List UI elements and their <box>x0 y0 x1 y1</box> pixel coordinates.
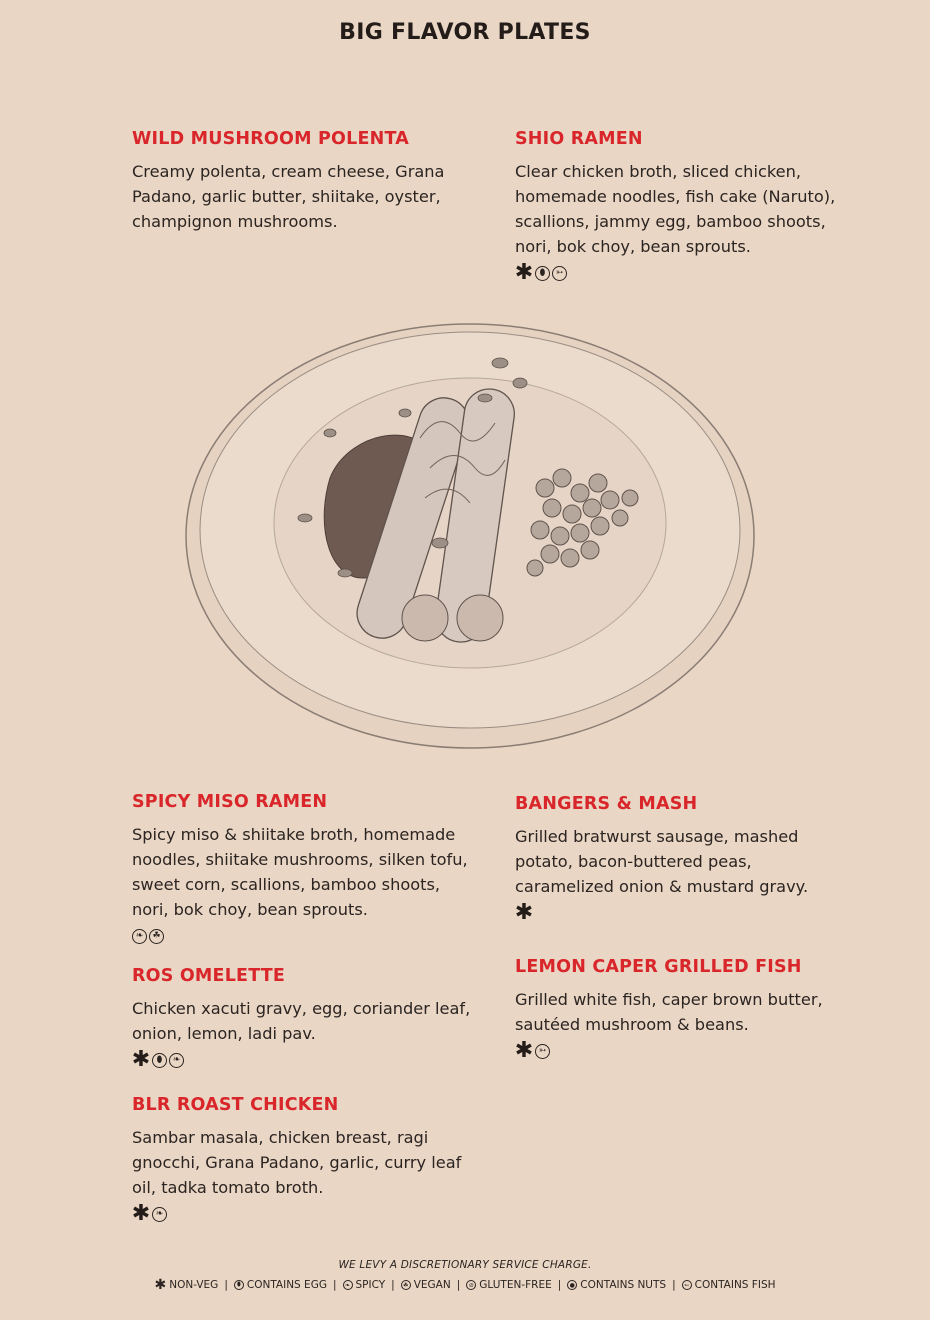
legend-label: NON-VEG <box>169 1279 219 1291</box>
diet-icons <box>514 1038 855 1063</box>
non-veg-icon: ✱ <box>131 1047 151 1072</box>
legend-label: CONTAINS NUTS <box>580 1279 667 1291</box>
spicy-icon: ❧ <box>152 1207 167 1222</box>
dish-blr-roast-chicken <box>132 1095 472 1224</box>
diet-icons <box>131 1047 472 1072</box>
legend-separator: | <box>557 1279 562 1291</box>
dish-name: BLR ROAST CHICKEN <box>132 1095 339 1115</box>
dish-description: Chicken xacuti gravy, egg, coriander leaf, onion, lemon, ladi pav. <box>132 999 471 1043</box>
diet-icons <box>514 900 855 925</box>
legend-item <box>466 1279 551 1291</box>
legend-label: CONTAINS FISH <box>694 1279 776 1291</box>
service-charge-note: WE LEVY A DISCRETIONARY SERVICE CHARGE. <box>338 1259 592 1271</box>
egg-icon: ⬮ <box>535 266 550 281</box>
non-veg-icon: ✱ <box>514 1038 534 1063</box>
non-veg-icon: ✱ <box>131 1201 151 1226</box>
dish-name: WILD MUSHROOM POLENTA <box>132 129 409 149</box>
dish-name: BANGERS & MASH <box>515 794 698 814</box>
diet-legend <box>0 1279 930 1291</box>
egg-icon: ⬮ <box>152 1053 167 1068</box>
non-veg-icon: ✱ <box>514 900 534 925</box>
dish-name: ROS OMELETTE <box>132 966 286 986</box>
legend-separator: | <box>391 1279 395 1291</box>
legend-label: GLUTEN-FREE <box>479 1279 552 1291</box>
diet-icons <box>131 1201 472 1226</box>
fish-icon: ➳ <box>682 1280 692 1290</box>
dish-description: Grilled white fish, caper brown butter, sautéed mushroom & beans. <box>515 990 823 1034</box>
dish-lemon-caper-grilled-fish <box>515 957 855 1061</box>
legend-item <box>154 1279 218 1291</box>
dish-shio-ramen <box>515 129 855 283</box>
fish-icon: ➳ <box>552 266 567 281</box>
dish-name: SPICY MISO RAMEN <box>132 792 328 812</box>
legend-item <box>401 1279 451 1291</box>
diet-icons <box>514 260 855 285</box>
nuts-icon: ● <box>567 1280 577 1290</box>
dish-description: Grilled bratwurst sausage, mashed potato, bacon-buttered peas, caramelized onion & mustard gravy. <box>515 827 809 896</box>
dish-spicy-miso-ramen <box>132 792 472 946</box>
spicy-icon: ❧ <box>132 929 147 944</box>
legend-item <box>234 1279 327 1291</box>
dish-ros-omelette <box>132 966 472 1070</box>
legend-label: CONTAINS EGG <box>246 1279 327 1291</box>
legend-item <box>682 1279 776 1291</box>
dish-description: Clear chicken broth, sliced chicken, homemade noodles, fish cake (Naruto), scallions, jammy egg, bamboo shoots, nori, bok choy, bean sprouts. <box>515 162 836 256</box>
dish-wild-mushroom-polenta <box>132 129 472 234</box>
legend-item <box>567 1279 666 1291</box>
legend-item <box>343 1279 386 1291</box>
dish-name: SHIO RAMEN <box>515 129 643 149</box>
dish-description: Sambar masala, chicken breast, ragi gnocchi, Grana Padano, garlic, curry leaf oil, tadka tomato broth. <box>132 1128 462 1197</box>
legend-separator: | <box>456 1279 461 1291</box>
legend-separator: | <box>224 1279 228 1291</box>
spicy-icon: ❧ <box>169 1053 184 1068</box>
plate-illustration <box>180 318 760 758</box>
fish-icon: ➳ <box>535 1044 550 1059</box>
dish-bangers-mash <box>515 794 855 923</box>
dish-description: Creamy polenta, cream cheese, Grana Padano, garlic butter, shiitake, oyster, champignon mushrooms. <box>132 162 445 231</box>
dish-description: Spicy miso & shiitake broth, homemade noodles, shiitake mushrooms, silken tofu, sweet corn, scallions, bamboo shoots, nori, bok choy, bean sprouts. <box>132 825 468 919</box>
legend-separator: | <box>672 1279 676 1291</box>
vegan-icon: ☘ <box>401 1280 411 1290</box>
dish-name: LEMON CAPER GRILLED FISH <box>515 957 802 977</box>
legend-separator: | <box>332 1279 337 1291</box>
non-veg-icon: ✱ <box>514 260 534 285</box>
egg-icon: ⬮ <box>234 1280 244 1290</box>
legend-label: SPICY <box>355 1279 386 1291</box>
non-veg-icon: ✱ <box>154 1277 167 1293</box>
page-title: BIG FLAVOR PLATES <box>339 20 591 45</box>
spicy-icon: ❧ <box>343 1280 353 1290</box>
gluten-free-icon: ⊘ <box>466 1280 476 1290</box>
legend-label: VEGAN <box>413 1279 451 1291</box>
vegan-icon: ☘ <box>149 929 164 944</box>
diet-icons <box>132 926 472 946</box>
